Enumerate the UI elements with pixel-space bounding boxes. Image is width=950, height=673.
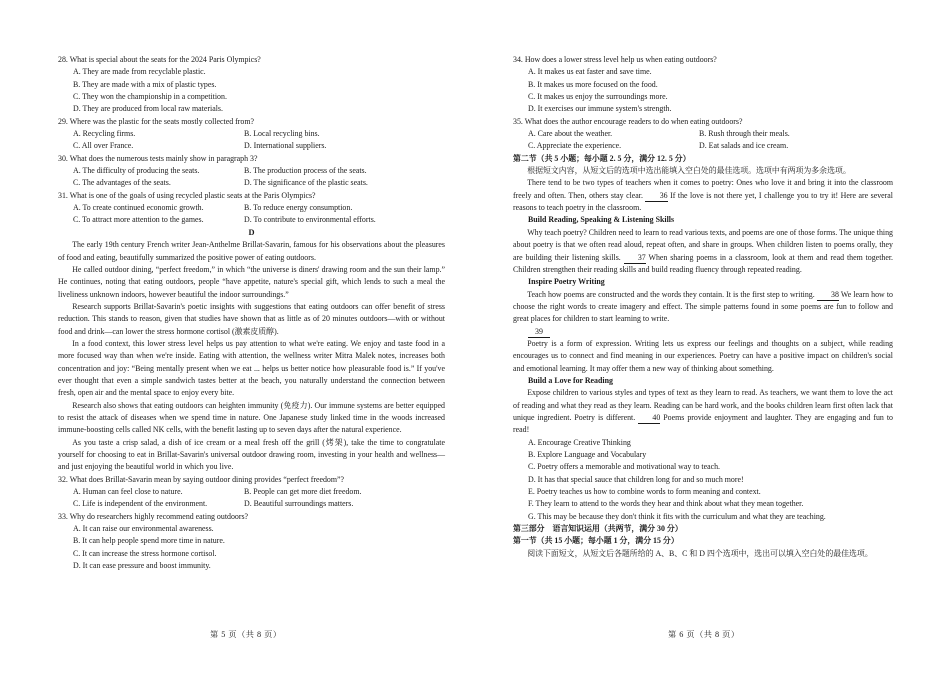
passage-d-paragraph-5: Research also shows that eating outdoors can heighten immunity (免疫力). Our immune systems are better equipped to resist the attack of diseases when we spend time in nature. One Japanese study linked time in the woods increased immune-boosting cells called NK cells, with the benefit lasting up to seven days after the natural experience. <box>58 400 445 435</box>
blank-36: 36 <box>645 191 667 202</box>
part-3-heading: 第三部分 语言知识运用（共两节，满分 30 分） <box>513 524 683 534</box>
cloze-text: When sharing poems in a classroom, look at them and read them together. Children strengthen their reading skills and build reading fluency through repeated reading. <box>513 252 893 274</box>
passage-d-paragraph-1: The early 19th century French writer Jean-Anthelme Brillat-Savarin, famous for his observations about the pleasures of food and eating, beautifully summarized the positive power of eating outdoors. <box>58 240 445 262</box>
question-34-option-a: A. It makes us eat faster and save time. <box>528 67 652 77</box>
passage-d-label: D <box>248 227 255 237</box>
cloze-paragraph-4: Poetry is a form of expression. Writing lets us express our feelings and thoughts on a subject, while reading encourages us to connect and find meaning in our experiences. Poetry can have a positive impact on children's social and emotional learning. It may offer them a new way of thinking about something. <box>513 338 893 373</box>
question-34-option-c: C. It makes us enjoy the surroundings more. <box>528 92 668 102</box>
blank-37: 37 <box>624 253 646 264</box>
blank-40: 40 <box>638 413 660 424</box>
question-28-stem: 28. What is special about the seats for the 2024 Paris Olympics? <box>58 55 261 64</box>
cloze-option-b: B. Explore Language and Vocabulary <box>528 450 647 459</box>
question-30-option-b: B. The production process of the seats. <box>244 166 367 176</box>
question-31-option-c: C. To attract more attention to the games. <box>73 215 204 225</box>
question-32-stem: 32. What does Brillat-Savarin mean by saying outdoor dining provides “perfect freedom”? <box>58 474 345 484</box>
cloze-option-c: C. Poetry offers a memorable and motivational way to teach. <box>528 462 721 472</box>
cloze-text: Teach how poems are constructed and the words they contain. It is the first step to writing. <box>527 289 815 299</box>
question-30-stem: 30. What does the numerous tests mainly show in paragraph 3? <box>58 153 258 163</box>
subheading-build-love: Build a Love for Reading <box>528 375 613 385</box>
cloze-text: Why teach poetry? Children need to learn to read various texts, and poems are one of those forms. The unique thing about poetry is that we often read aloud, repeat often, and share in groups. When children listen to poems orally, they are building their listening skills. <box>513 227 894 262</box>
question-29-options-row <box>58 128 445 140</box>
cloze-text: Poems provide enjoyment and laughter. They are engaging and fun to read! <box>513 412 893 435</box>
question-34-stem: 34. How does a lower stress level help us when eating outdoors? <box>513 55 717 64</box>
question-30-option-c: C. The advantages of the seats. <box>73 178 171 188</box>
question-28-option-b: B. They are made with a mix of plastic types. <box>73 79 217 89</box>
question-34-option-d: D. It exercises our immune system's strength. <box>528 104 672 114</box>
cloze-option-g: G. This may be because they don't think it fits with the curriculum and what they are teaching. <box>528 511 826 521</box>
question-29-option-b: B. Local recycling bins. <box>244 129 320 139</box>
question-29-options-row <box>58 140 445 152</box>
section-1-heading: 第一节（共 15 小题；每小题 1 分，满分 15 分） <box>513 536 679 546</box>
passage-d-paragraph-3: Research supports Brillat-Savarin's poetic insights with suggestions that eating outdoors can offer benefit of stress reduction. This stands to reason, given that studies have shown that as little as of 20 minutes outdoors—with or without food and drink—can lower the stress hormone cortisol (激素皮质醇). <box>58 301 445 336</box>
question-33-option-c: C. It can increase the stress hormone cortisol. <box>73 548 217 558</box>
question-31-option-b: B. To reduce energy consumption. <box>244 203 353 213</box>
question-33-option-a: A. It can raise our environmental awareness. <box>73 524 214 534</box>
question-33-option-b: B. It can help people spend more time in nature. <box>73 536 225 546</box>
question-29-option-c: C. All over France. <box>73 141 134 151</box>
cloze-option-e: E. Poetry teaches us how to combine words to form meaning and context. <box>528 487 761 497</box>
section-2-instruction: 根据短文内容，从短文后的选项中选出能填入空白处的最佳选项。选项中有两项为多余选项。 <box>527 166 851 176</box>
cloze-text: Expose children to various styles and types of text as they learn to read. As teachers, we want them to love the act of reading and what they read as they learn. Reading can be hard work, and the books children learn first often lack that unique ingredient. Poetry is different. <box>513 388 893 422</box>
question-35-option-d: D. Eat salads and ice cream. <box>699 141 789 151</box>
question-31-option-d: D. To contribute to environmental efforts. <box>244 215 376 225</box>
question-31-options-row <box>58 202 445 214</box>
blank-39-line <box>513 326 893 338</box>
question-30-option-d: D. The significance of the plastic seats. <box>244 178 368 188</box>
question-32-option-c: C. Life is independent of the environment. <box>73 499 208 509</box>
passage-d-paragraph-6: As you taste a crisp salad, a dish of ice cream or a meal fresh off the grill (烤架), take the time to congratulate yourself for choosing to eat in Brillat-Savarin's universal outdoor drawing room, investing in your health and wellness—and just enjoying the beautiful world in which you live. <box>58 437 445 472</box>
subheading-build-reading: Build Reading, Speaking & Listening Skills <box>528 215 675 225</box>
question-35-options-row <box>513 128 893 140</box>
question-32-option-a: A. Human can feel close to nature. <box>73 487 183 497</box>
question-32-option-b: B. People can get more diet freedom. <box>244 487 362 497</box>
right-column <box>513 54 893 560</box>
left-column <box>58 54 445 572</box>
question-30-options-row <box>58 165 445 177</box>
question-30-option-a: A. The difficulty of producing the seats. <box>73 166 200 176</box>
cloze-option-a: A. Encourage Creative Thinking <box>528 437 631 447</box>
question-35-option-c: C. Appreciate the experience. <box>528 141 622 151</box>
question-31-option-a: A. To create continued economic growth. <box>73 203 204 213</box>
question-30-options-row <box>58 177 445 189</box>
section-2-heading: 第二节（共 5 小题；每小题 2. 5 分，满分 12. 5 分） <box>513 153 691 163</box>
blank-39: 39 <box>528 327 550 338</box>
question-28-option-a: A. They are made from recyclable plastic. <box>73 67 206 77</box>
cloze-text: If the love is not there yet, I challenge you to try it! Here are several reasons to teach poetry in the classroom. <box>513 190 893 213</box>
subheading-inspire-writing: Inspire Poetry Writing <box>528 277 605 287</box>
question-34-option-b: B. It makes us more focused on the food. <box>528 79 658 89</box>
cloze-paragraph-1 <box>513 177 893 214</box>
cloze-text: We learn how to choose the right words to create imagery and effect. The simple patterns found in some poems are fun to follow and great places for children to start learning to write. <box>513 289 893 324</box>
question-32-options-row <box>58 486 445 498</box>
question-31-stem: 31. What is one of the goals of using recycled plastic seats at the Paris Olympics? <box>58 190 316 200</box>
question-29-stem: 29. Where was the plastic for the seats mostly collected from? <box>58 116 254 126</box>
question-32-option-d: D. Beautiful surroundings matters. <box>244 499 354 509</box>
page-number-left: 第 5 页（共 8 页） <box>210 630 282 639</box>
question-35-stem: 35. What does the author encourage readers to do when eating outdoors? <box>513 116 743 126</box>
question-31-options-row <box>58 214 445 226</box>
question-28-option-d: D. They are produced from local raw materials. <box>73 104 223 114</box>
part-3-instruction: 阅读下面短文，从短文后各题所给的 A、B、C 和 D 四个选项中，选出可以填入空白处的最佳选项。 <box>527 548 873 558</box>
question-28-option-c: C. They won the championship in a competition. <box>73 92 227 102</box>
question-33-stem: 33. Why do researchers highly recommend eating outdoors? <box>58 511 249 521</box>
question-35-options-row <box>513 140 893 152</box>
page-number-right: 第 6 页（共 8 页） <box>668 630 740 639</box>
question-33-option-d: D. It can ease pressure and boost immunity. <box>73 561 211 571</box>
cloze-option-d: D. It has that special sauce that children long for and so much more! <box>528 474 744 484</box>
passage-d-paragraph-4: In a food context, this lower stress level helps us pay attention to what we're eating. We enjoy and taste food in a more focused way than when we're inside. Eating with attention, the wellness writer Mitra Malek notes, increases both concentration and joy: “Being mentally present when we eat ... helps us better notice how pleasurable food is.” If you've ever thought that even a simple sandwich tastes better at the beach, you naturally understand the connection between fresh, open air and the mental space to enjoy every bite. <box>58 338 445 398</box>
cloze-paragraph-3 <box>513 289 893 326</box>
cloze-paragraph-2 <box>513 227 893 276</box>
question-29-option-d: D. International suppliers. <box>244 141 327 151</box>
question-32-options-row <box>58 498 445 510</box>
passage-d-paragraph-2: He called outdoor dining, “perfect freedom,” in which “the universe is diners' drawing room and the sun their lamp.” He continues, noting that eating outdoors, people “have appetite, nature's special gift, which lends to such a meal the liveliness unknown indoors, however beautiful the indoor surroundings.” <box>58 264 445 299</box>
cloze-paragraph-5 <box>513 387 893 436</box>
cloze-option-f: F. They learn to attend to the words they hear and think about what they mean together. <box>528 499 804 509</box>
question-35-option-a: A. Care about the weather. <box>528 129 613 139</box>
cloze-text: There tend to be two types of teachers when it comes to poetry: Ones who love it and bring it into the classroom freely and often. Then, others stay clear. <box>513 178 893 200</box>
blank-38: 38 <box>817 290 839 301</box>
question-35-option-b: B. Rush through their meals. <box>699 129 790 139</box>
question-29-option-a: A. Recycling firms. <box>73 129 136 139</box>
